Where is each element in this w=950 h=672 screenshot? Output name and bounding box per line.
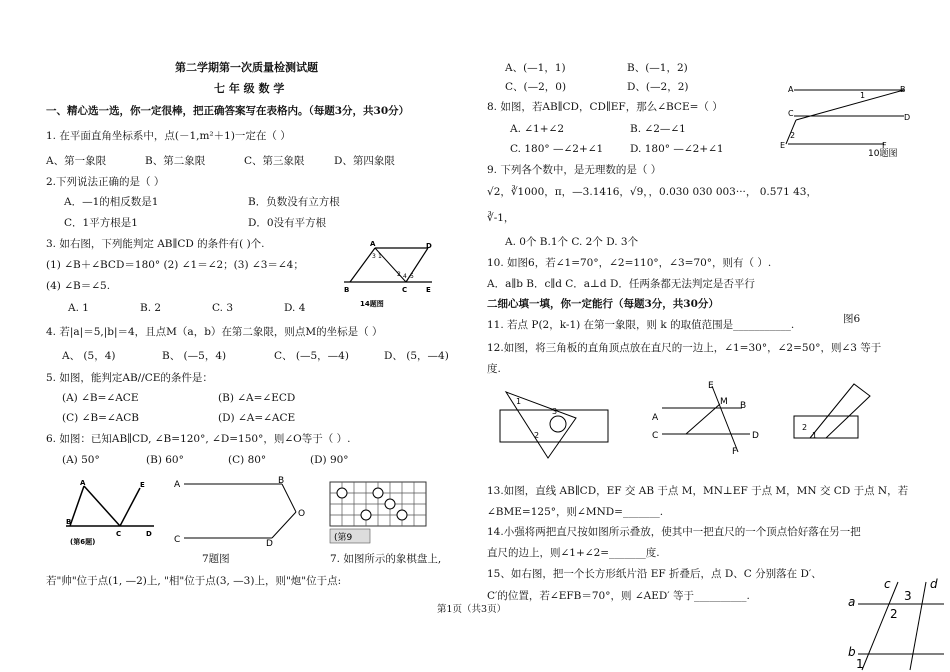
q4-option-d: D、 (5，—4) [384,350,449,362]
question-12-line2: 度. [487,363,501,375]
question-7-continued: 若"帅"位于点(1, —2)上, "相"位于点(3, —3)上，则"炮"位于点: [46,575,342,587]
page-title: 第二学期第一次质量检测试题 [175,61,318,74]
f13-label-a: A [652,413,659,423]
f14-angle-1: 1 [378,253,382,260]
q6-option-d: (D) 90° [310,454,349,466]
f6-label-c: C [116,530,122,538]
q2-option-a: A．—1的相反数是1 [64,196,159,208]
f14-angle-2: 2 [397,271,401,278]
fr-label-c: c [884,577,891,591]
q5-option-b: (B) ∠A=∠ECD [218,392,296,404]
section-2-heading: 二细心填一填，你一定能行（每题3分，共30分） [487,298,719,310]
q3-option-d: D. 4 [284,302,306,314]
question-13-line1: 13.如图，直线 AB∥CD，EF 交 AB 于点 M，MN⊥EF 于点 M，MN 交 CD 于点 N，若 [487,485,909,497]
q1-option-c: C、第三象限 [244,155,305,167]
f7-label-a: A [174,480,181,490]
figure-6-label: 图6 [843,313,861,325]
q1-option-b: B、第二象限 [145,155,206,167]
f10-label-b: B [900,85,906,94]
q9-last-number: ∛-1， [487,212,515,224]
f7-label-d: D [266,539,273,546]
q2-option-d: D．0没有平方根 [248,217,327,229]
q3-option-a: A. 1 [68,302,89,314]
f14-angle-3: 3 [372,253,376,260]
q5-option-a: (A) ∠B=∠ACE [62,392,139,404]
fr-label-b: b [848,645,856,659]
f12-angle-1: 1 [516,397,522,406]
f14-label-d: D [426,242,432,250]
q3-conditions-line1: (1) ∠B＋∠BCD＝180° (2) ∠1＝∠2；(3) ∠3＝∠4； [46,259,304,271]
f14b-angle-2: 2 [802,423,808,432]
question-8: 8. 如图，若AB∥CD，CD∥EF，那么∠BCE=（ ） [487,101,723,113]
question-1: 1. 在平面直角坐标系中，点(－1,m²＋1)一定在（ ） [46,130,291,142]
f10-label-a: A [788,85,794,94]
f13-label-f: F [732,447,738,457]
q5-option-d: (D) ∠A=∠ACE [218,412,296,424]
f7-label-o: O [298,509,306,519]
fr-angle-1: 1 [856,657,864,671]
f10-label-f: F [882,141,887,150]
f14-caption: 14题图 [360,300,384,308]
q7-option-a: A、(—1，1) [505,62,566,74]
f12-angle-2: 2 [534,431,540,440]
subject-title: 七 年 级 数 学 [214,82,285,95]
f6-label-e: E [140,481,145,489]
f9-caption: (第9 [334,533,353,543]
f6-label-d: D [146,530,152,538]
q4-option-c: C、 (—5，—4) [274,350,349,362]
f14-angle-5: 5 [410,273,414,280]
question-7: 7. 如图所示的象棋盘上, [330,553,442,565]
page-footer: 第1页（共3页） [437,604,507,615]
f10-label-c: C [788,109,794,118]
f10-angle-1: 1 [860,91,866,100]
question-15-line2: C′的位置，若∠EFB＝70°，则 ∠AED′ 等于__________. [487,590,750,602]
q9-options: A. 0个 B.1个 C. 2个 D. 3个 [505,236,639,248]
q1-option-d: D、第四象限 [334,155,395,167]
question-12-line1: 12.如图，将三角板的直角顶点放在直尺的一边上，∠1=30°，∠2=50°，则∠3 等于 [487,342,882,354]
question-4: 4. 若|a|＝5,|b|＝4，且点M（a，b）在第二象限，则点M的坐标是（ ） [46,326,383,338]
f6-caption: (第6题) [70,538,96,546]
f14-label-b: B [344,286,350,294]
fr-label-a: a [848,595,856,609]
figure-q13-lines [650,378,770,458]
q7-option-c: C、(—2，0) [505,81,567,93]
q6-option-c: (C) 80° [228,454,267,466]
f10-angle-2: 2 [790,131,796,140]
f14-label-a: A [370,240,376,248]
f10-caption: 10题图 [868,149,898,159]
f10-label-d: D [904,113,911,122]
q3-option-c: C. 3 [212,302,234,314]
question-6: 6. 如图：已知AB∥CD, ∠B=120°, ∠D=150°，则∠O等于（ ）. [46,433,351,445]
q6-option-a: (A) 50° [62,454,100,466]
figure-9-chessboard [326,478,436,548]
f10-label-e: E [780,141,786,150]
question-3: 3. 如右图，下列能判定 AB∥CD 的条件有( )个. [46,238,265,250]
figure-abcd-lines [840,574,950,672]
f13-label-e: E [708,381,714,391]
f13-label-d: D [752,431,759,441]
q9-numbers: √2，∛1000，π，—3.1416，√9，，0.030 030 003···， 0.571 43， [487,186,817,198]
f14b-angle-1: 1 [812,431,818,440]
fr-label-d: d [930,577,938,591]
f7-label-c: C [174,535,181,545]
figure-7-caption: 7题图 [202,553,230,565]
q2-option-c: C．1平方根是1 [64,217,138,229]
figure-q14-rulers [790,382,880,462]
q6-option-b: (B) 60° [146,454,184,466]
q1-option-a: A、第一象限 [46,155,107,167]
f14-angle-4: 4 [403,273,407,280]
f12-angle-3: 3 [552,407,558,416]
question-14-line2: 直尺的边上，则∠1+∠2=_______度. [487,547,660,559]
question-2: 2.下列说法正确的是（ ） [46,176,165,188]
q10-options: A．a∥b B．c∥d C．a⊥d D．任两条都无法判定是否平行 [487,278,755,290]
fr-angle-2: 2 [890,607,898,621]
figure-q12-triangle-ruler [498,388,613,468]
f13-label-b: B [740,401,747,411]
question-9: 9. 下列各个数中，是无理数的是（ ） [487,164,662,176]
q3-conditions-line2: (4) ∠B＝∠5. [46,280,111,292]
figure-14-parallelogram [340,240,440,310]
figure-7-polyline [170,476,320,546]
fr-angle-3: 3 [904,589,912,603]
figure-10-parallel-lines [780,80,940,160]
f6-label-b: B [66,518,72,526]
figure-q5-triangle [62,478,162,548]
q4-option-a: A、 (5，4) [62,350,116,362]
question-10: 10. 如图6，若∠1=70°，∠2=110°，∠3=70°，则有（ ）. [487,257,772,269]
f6-label-a: A [80,479,86,487]
question-5: 5. 如图，能判定AB//CE的条件是： [46,372,213,384]
q8-option-c: C. 180° —∠2+∠1 [510,143,604,155]
f14-label-c: C [402,286,408,294]
f14-label-e: E [426,286,431,294]
f13-label-m: M [720,397,728,407]
q4-option-b: B、 (—5，4) [162,350,227,362]
question-14-line1: 14.小强将两把直尺按如图所示叠放，使其中一把直尺的一个顶点恰好落在另一把 [487,526,861,538]
q7-option-d: D、(—2，2) [627,81,689,93]
f7-label-b: B [278,476,285,486]
q8-option-d: D. 180° —∠2+∠1 [630,143,724,155]
q5-option-c: (C) ∠B=∠ACB [62,412,140,424]
q8-option-b: B. ∠2—∠1 [630,123,686,135]
question-13-line2: ∠BME=125°，则∠MND=_______. [487,506,664,518]
q3-option-b: B. 2 [140,302,162,314]
section-1-heading: 一、精心选一选，你一定很棒，把正确答案写在表格内。（每题3分，共30分） [46,105,410,117]
question-11: 11. 若点 P(2，k-1) 在第一象限，则 k 的取值范围是___________. [487,319,795,331]
q8-option-a: A. ∠1+∠2 [510,123,565,135]
f13-label-c: C [652,431,659,441]
q2-option-b: B．负数没有立方根 [248,196,340,208]
question-15-line1: 15、如右图，把一个长方形纸片沿 EF 折叠后，点 D、C 分别落在 D′、 [487,568,822,580]
q7-option-b: B、(—1，2) [627,62,688,74]
